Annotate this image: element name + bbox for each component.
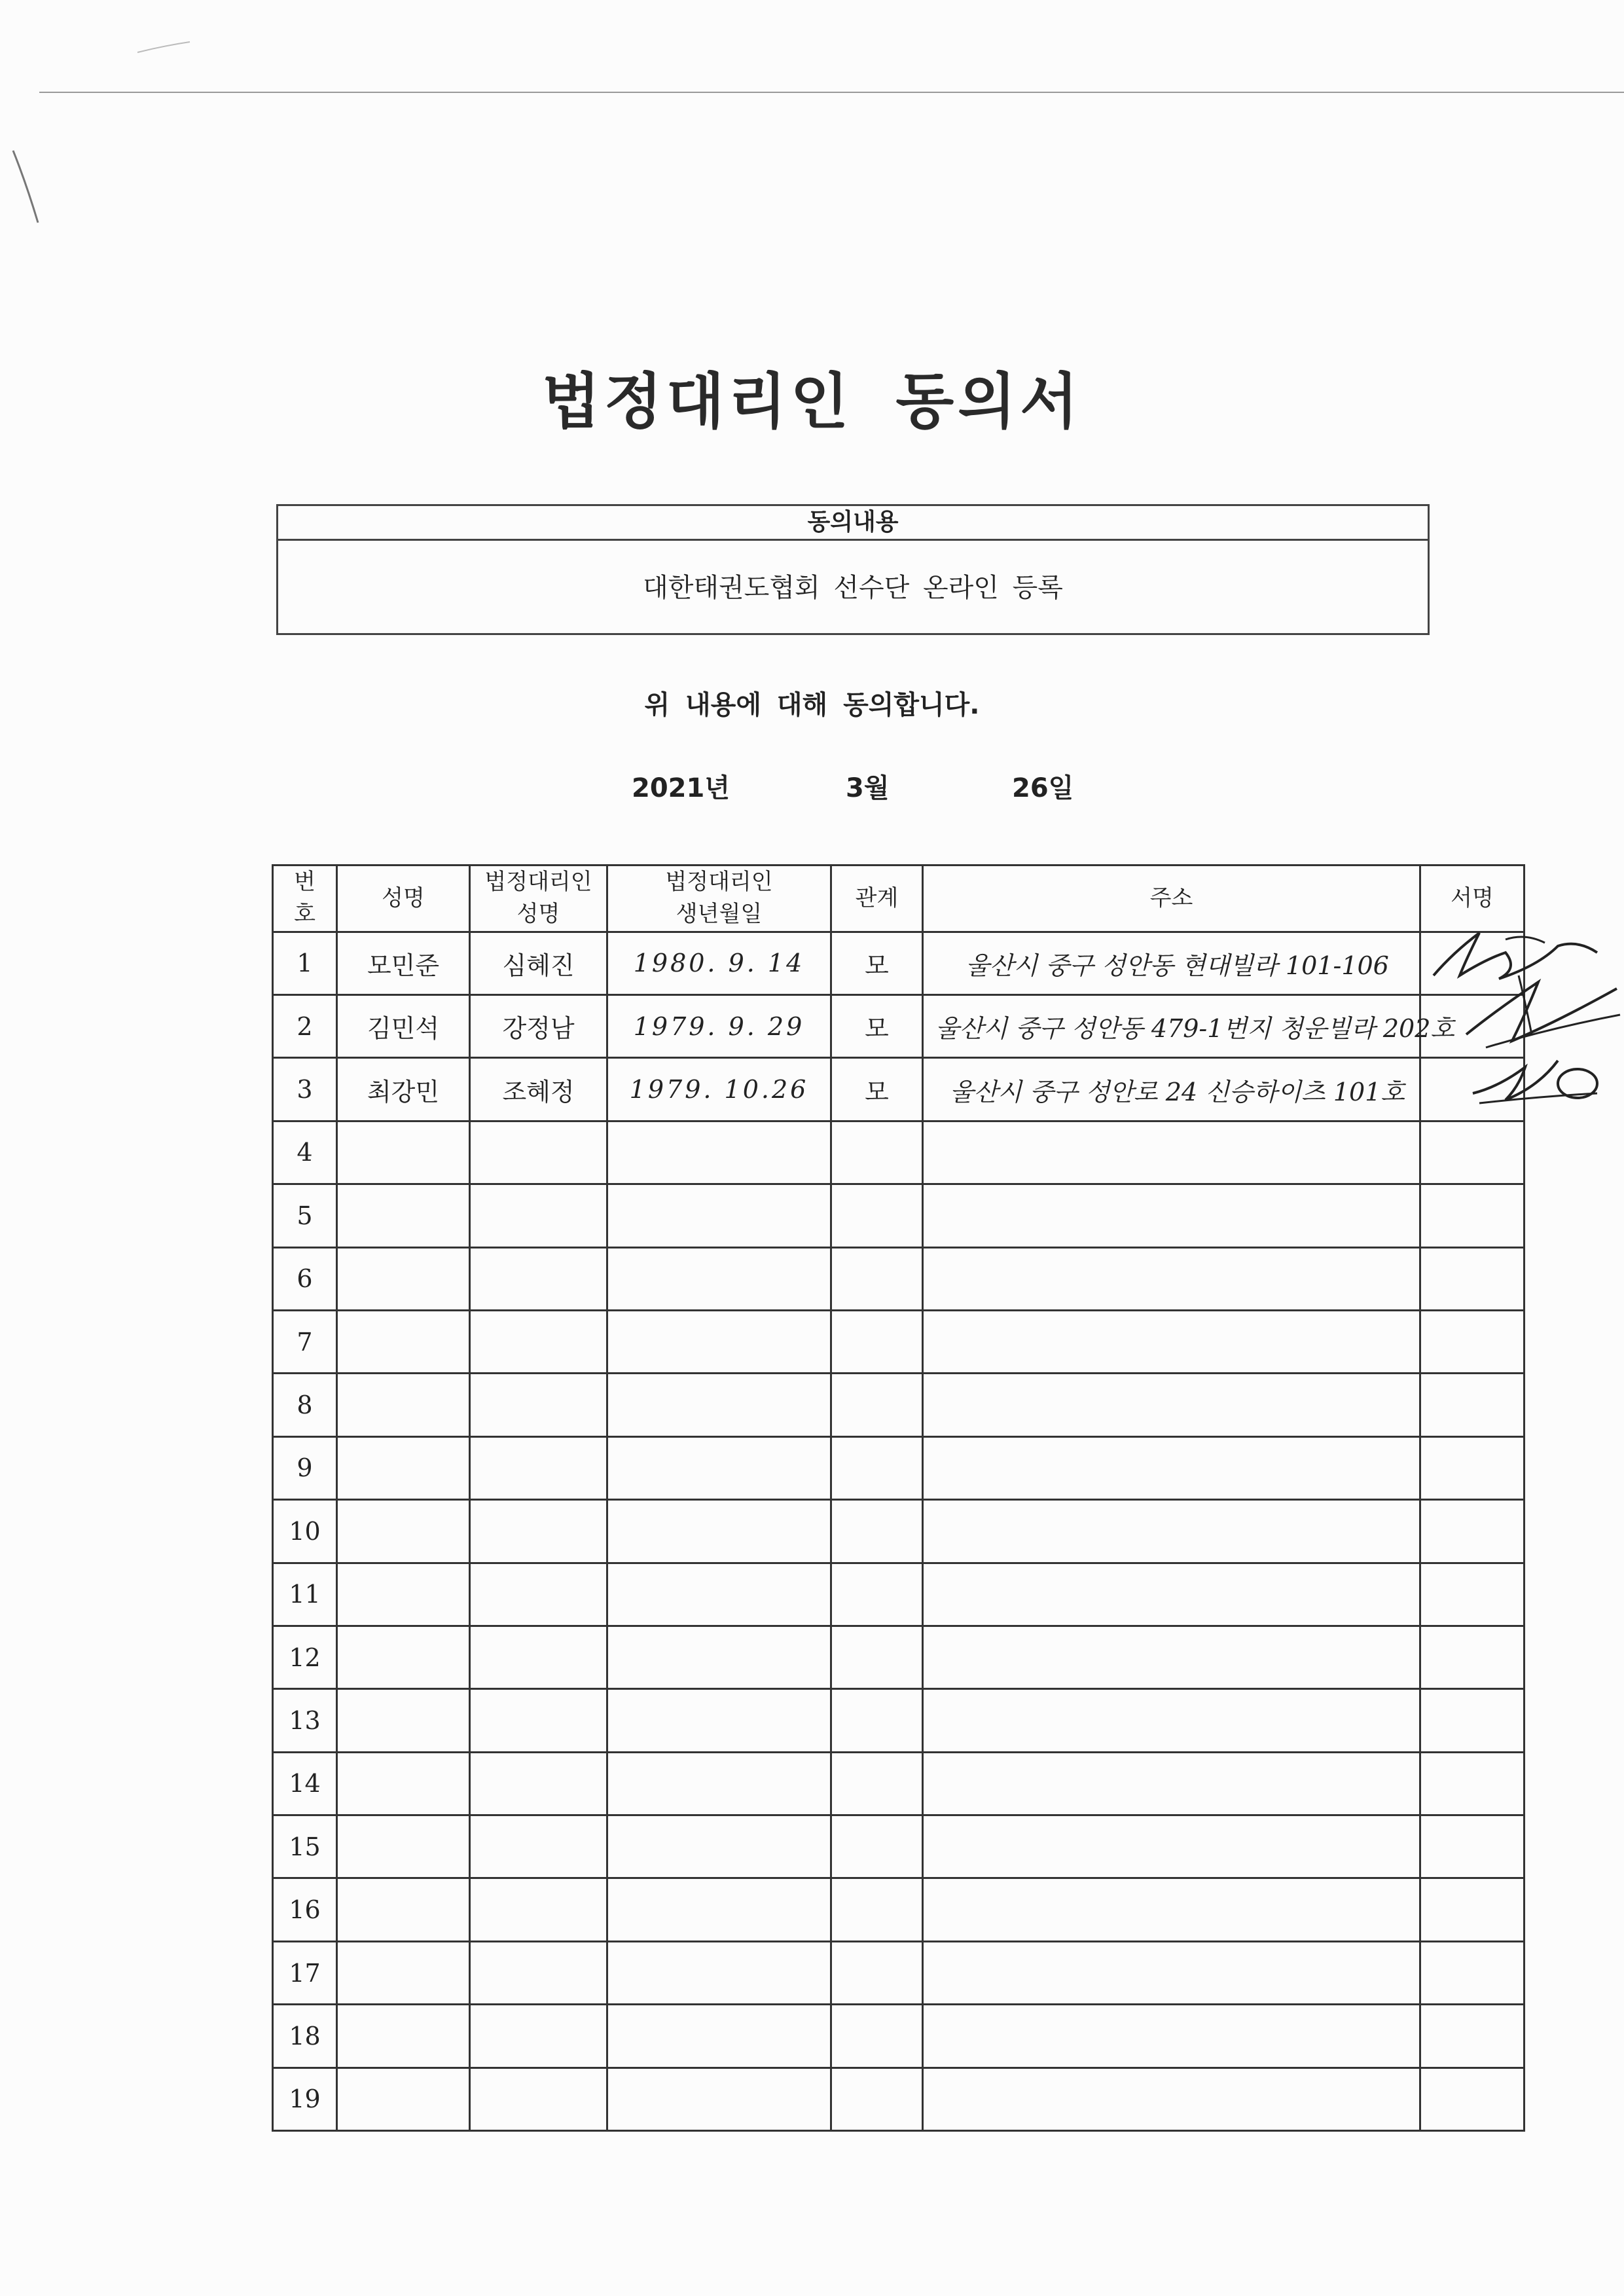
header-guardian-name: 법정대리인 성명 bbox=[470, 866, 607, 932]
guardian-birthdate bbox=[607, 1689, 831, 1752]
agreement-statement: 위 내용에 대해 동의합니다. bbox=[644, 690, 980, 720]
table-row bbox=[273, 1500, 1525, 1563]
student-name bbox=[337, 1878, 470, 1941]
document-title: 법정대리인 동의서 bbox=[541, 367, 1082, 437]
guardian-name bbox=[470, 1878, 607, 1941]
relation bbox=[831, 1184, 923, 1247]
guardian-birthdate bbox=[607, 1752, 831, 1815]
guardian-name: 강정남 bbox=[470, 994, 607, 1057]
student-name bbox=[337, 1184, 470, 1247]
row-number: 16 bbox=[273, 1878, 337, 1941]
student-name bbox=[337, 1310, 470, 1373]
guardian-birthdate bbox=[607, 1815, 831, 1878]
guardian-birthdate bbox=[607, 1500, 831, 1563]
guardian-birthdate bbox=[607, 2068, 831, 2130]
row-number: 2 bbox=[273, 994, 337, 1057]
guardian-birthdate bbox=[607, 1247, 831, 1310]
address: 울산시 중구 성안동 현대빌라 101-106 bbox=[923, 932, 1420, 994]
relation bbox=[831, 1815, 923, 1878]
relation bbox=[831, 1374, 923, 1436]
relation: 모 bbox=[831, 1058, 923, 1121]
relation bbox=[831, 1941, 923, 2004]
header-number: 번 호 bbox=[273, 866, 337, 932]
address: 울산시 중구 성안동 479-1번지 청운빌라 202호 bbox=[923, 994, 1420, 1057]
student-name: 모민준 bbox=[337, 932, 470, 994]
date-year: 2021년 bbox=[632, 773, 730, 803]
header-name: 성명 bbox=[337, 866, 470, 932]
date-day: 26일 bbox=[1012, 773, 1074, 803]
table-row bbox=[273, 2068, 1525, 2130]
signature-cell bbox=[1420, 1878, 1525, 1941]
signature-cell bbox=[1420, 1184, 1525, 1247]
address bbox=[923, 2068, 1420, 2130]
guardian-name bbox=[470, 1184, 607, 1247]
address bbox=[923, 1121, 1420, 1184]
signature-cell bbox=[1420, 2005, 1525, 2068]
scan-fold-mark bbox=[0, 0, 209, 236]
guardian-name bbox=[470, 1815, 607, 1878]
relation bbox=[831, 1310, 923, 1373]
row-number: 4 bbox=[273, 1121, 337, 1184]
table-row bbox=[273, 1374, 1525, 1436]
guardian-birthdate bbox=[607, 1184, 831, 1247]
row-number: 7 bbox=[273, 1310, 337, 1373]
student-name: 최강민 bbox=[337, 1058, 470, 1121]
address bbox=[923, 1752, 1420, 1815]
row-number: 17 bbox=[273, 1941, 337, 2004]
guardian-table bbox=[272, 864, 1525, 2132]
guardian-name bbox=[470, 1941, 607, 2004]
guardian-name bbox=[470, 2005, 607, 2068]
signature-cell bbox=[1420, 1436, 1525, 1499]
address bbox=[923, 1689, 1420, 1752]
guardian-name bbox=[470, 1626, 607, 1688]
row-number: 9 bbox=[273, 1436, 337, 1499]
address bbox=[923, 1500, 1420, 1563]
relation bbox=[831, 1752, 923, 1815]
student-name bbox=[337, 1563, 470, 1626]
signature-cell bbox=[1420, 1689, 1525, 1752]
student-name: 김민석 bbox=[337, 994, 470, 1057]
relation bbox=[831, 1878, 923, 1941]
relation bbox=[831, 2005, 923, 2068]
relation bbox=[831, 1247, 923, 1310]
address: 울산시 중구 성안로 24 신승하이츠 101호 bbox=[923, 1058, 1420, 1121]
signature-cell bbox=[1420, 1310, 1525, 1373]
guardian-name bbox=[470, 1752, 607, 1815]
address bbox=[923, 1247, 1420, 1310]
guardian-birthdate bbox=[607, 1310, 831, 1373]
guardian-name bbox=[470, 1247, 607, 1310]
row-number: 3 bbox=[273, 1058, 337, 1121]
table-row bbox=[273, 1941, 1525, 2004]
relation bbox=[831, 1500, 923, 1563]
guardian-name bbox=[470, 1121, 607, 1184]
header-guardian-birth: 법정대리인 생년월일 bbox=[607, 866, 831, 932]
relation bbox=[831, 1626, 923, 1688]
student-name bbox=[337, 2005, 470, 2068]
row-number: 12 bbox=[273, 1626, 337, 1688]
table-row bbox=[273, 1121, 1525, 1184]
guardian-name bbox=[470, 1436, 607, 1499]
relation bbox=[831, 1121, 923, 1184]
table-row bbox=[273, 1752, 1525, 1815]
consent-box bbox=[276, 504, 1430, 635]
guardian-birthdate: 1979. 10.26 bbox=[607, 1058, 831, 1121]
header-address: 주소 bbox=[923, 866, 1420, 932]
address bbox=[923, 1626, 1420, 1688]
student-name bbox=[337, 1689, 470, 1752]
consent-content: 대한태권도협회 선수단 온라인 등록 bbox=[643, 573, 1063, 603]
row-number: 19 bbox=[273, 2068, 337, 2130]
student-name bbox=[337, 1121, 470, 1184]
table-row bbox=[273, 1815, 1525, 1878]
guardian-name bbox=[470, 1563, 607, 1626]
relation: 모 bbox=[831, 932, 923, 994]
student-name bbox=[337, 2068, 470, 2130]
address bbox=[923, 1436, 1420, 1499]
header-signature: 서명 bbox=[1420, 866, 1525, 932]
guardian-birthdate bbox=[607, 2005, 831, 2068]
row-number: 6 bbox=[273, 1247, 337, 1310]
student-name bbox=[337, 1752, 470, 1815]
row-number: 11 bbox=[273, 1563, 337, 1626]
table-row bbox=[273, 1878, 1525, 1941]
guardian-birthdate bbox=[607, 1374, 831, 1436]
student-name bbox=[337, 1500, 470, 1563]
guardian-birthdate: 1979. 9. 29 bbox=[607, 994, 831, 1057]
guardian-birthdate: 1980. 9. 14 bbox=[607, 932, 831, 994]
signature-row-3 bbox=[1466, 1041, 1610, 1113]
guardian-birthdate bbox=[607, 1878, 831, 1941]
table-row bbox=[273, 1247, 1525, 1310]
guardian-name bbox=[470, 1500, 607, 1563]
address bbox=[923, 1563, 1420, 1626]
signature-cell bbox=[1420, 1121, 1525, 1184]
table-row bbox=[273, 1436, 1525, 1499]
scan-edge-line bbox=[39, 92, 1624, 93]
guardian-birthdate bbox=[607, 1941, 831, 2004]
row-number: 15 bbox=[273, 1815, 337, 1878]
guardian-birthdate bbox=[607, 1563, 831, 1626]
address bbox=[923, 1878, 1420, 1941]
student-name bbox=[337, 1815, 470, 1878]
address bbox=[923, 1815, 1420, 1878]
row-number: 18 bbox=[273, 2005, 337, 2068]
guardian-name: 심혜진 bbox=[470, 932, 607, 994]
table-row bbox=[273, 2005, 1525, 2068]
guardian-name bbox=[470, 1374, 607, 1436]
table-row bbox=[273, 994, 1525, 1057]
consent-header: 동의내용 bbox=[278, 506, 1428, 541]
signature-cell bbox=[1420, 1374, 1525, 1436]
row-number: 10 bbox=[273, 1500, 337, 1563]
address bbox=[923, 1374, 1420, 1436]
student-name bbox=[337, 1374, 470, 1436]
address bbox=[923, 1310, 1420, 1373]
guardian-name bbox=[470, 2068, 607, 2130]
signature-cell bbox=[1420, 1500, 1525, 1563]
student-name bbox=[337, 1247, 470, 1310]
header-relation: 관계 bbox=[831, 866, 923, 932]
table-row bbox=[273, 1184, 1525, 1247]
address bbox=[923, 1184, 1420, 1247]
guardian-birthdate bbox=[607, 1436, 831, 1499]
signature-cell bbox=[1420, 2068, 1525, 2130]
table-row bbox=[273, 932, 1525, 994]
signature-cell bbox=[1420, 1563, 1525, 1626]
guardian-birthdate bbox=[607, 1626, 831, 1688]
table-row bbox=[273, 1058, 1525, 1121]
relation bbox=[831, 1436, 923, 1499]
relation: 모 bbox=[831, 994, 923, 1057]
signature-cell bbox=[1420, 1941, 1525, 2004]
table-header-row bbox=[273, 866, 1525, 932]
guardian-name bbox=[470, 1310, 607, 1373]
signature-cell bbox=[1420, 1626, 1525, 1688]
table-row bbox=[273, 1563, 1525, 1626]
row-number: 13 bbox=[273, 1689, 337, 1752]
signature-cell bbox=[1420, 1247, 1525, 1310]
relation bbox=[831, 2068, 923, 2130]
student-name bbox=[337, 1436, 470, 1499]
relation bbox=[831, 1689, 923, 1752]
signature-cell bbox=[1420, 1815, 1525, 1878]
guardian-birthdate bbox=[607, 1121, 831, 1184]
row-number: 5 bbox=[273, 1184, 337, 1247]
row-number: 8 bbox=[273, 1374, 337, 1436]
signature-cell bbox=[1420, 1752, 1525, 1815]
table-row bbox=[273, 1310, 1525, 1373]
student-name bbox=[337, 1941, 470, 2004]
date-month: 3월 bbox=[846, 773, 890, 803]
relation bbox=[831, 1563, 923, 1626]
row-number: 1 bbox=[273, 932, 337, 994]
address bbox=[923, 1941, 1420, 2004]
address bbox=[923, 2005, 1420, 2068]
guardian-name: 조혜정 bbox=[470, 1058, 607, 1121]
row-number: 14 bbox=[273, 1752, 337, 1815]
table-row bbox=[273, 1689, 1525, 1752]
student-name bbox=[337, 1626, 470, 1688]
guardian-name bbox=[470, 1689, 607, 1752]
table-row bbox=[273, 1626, 1525, 1688]
